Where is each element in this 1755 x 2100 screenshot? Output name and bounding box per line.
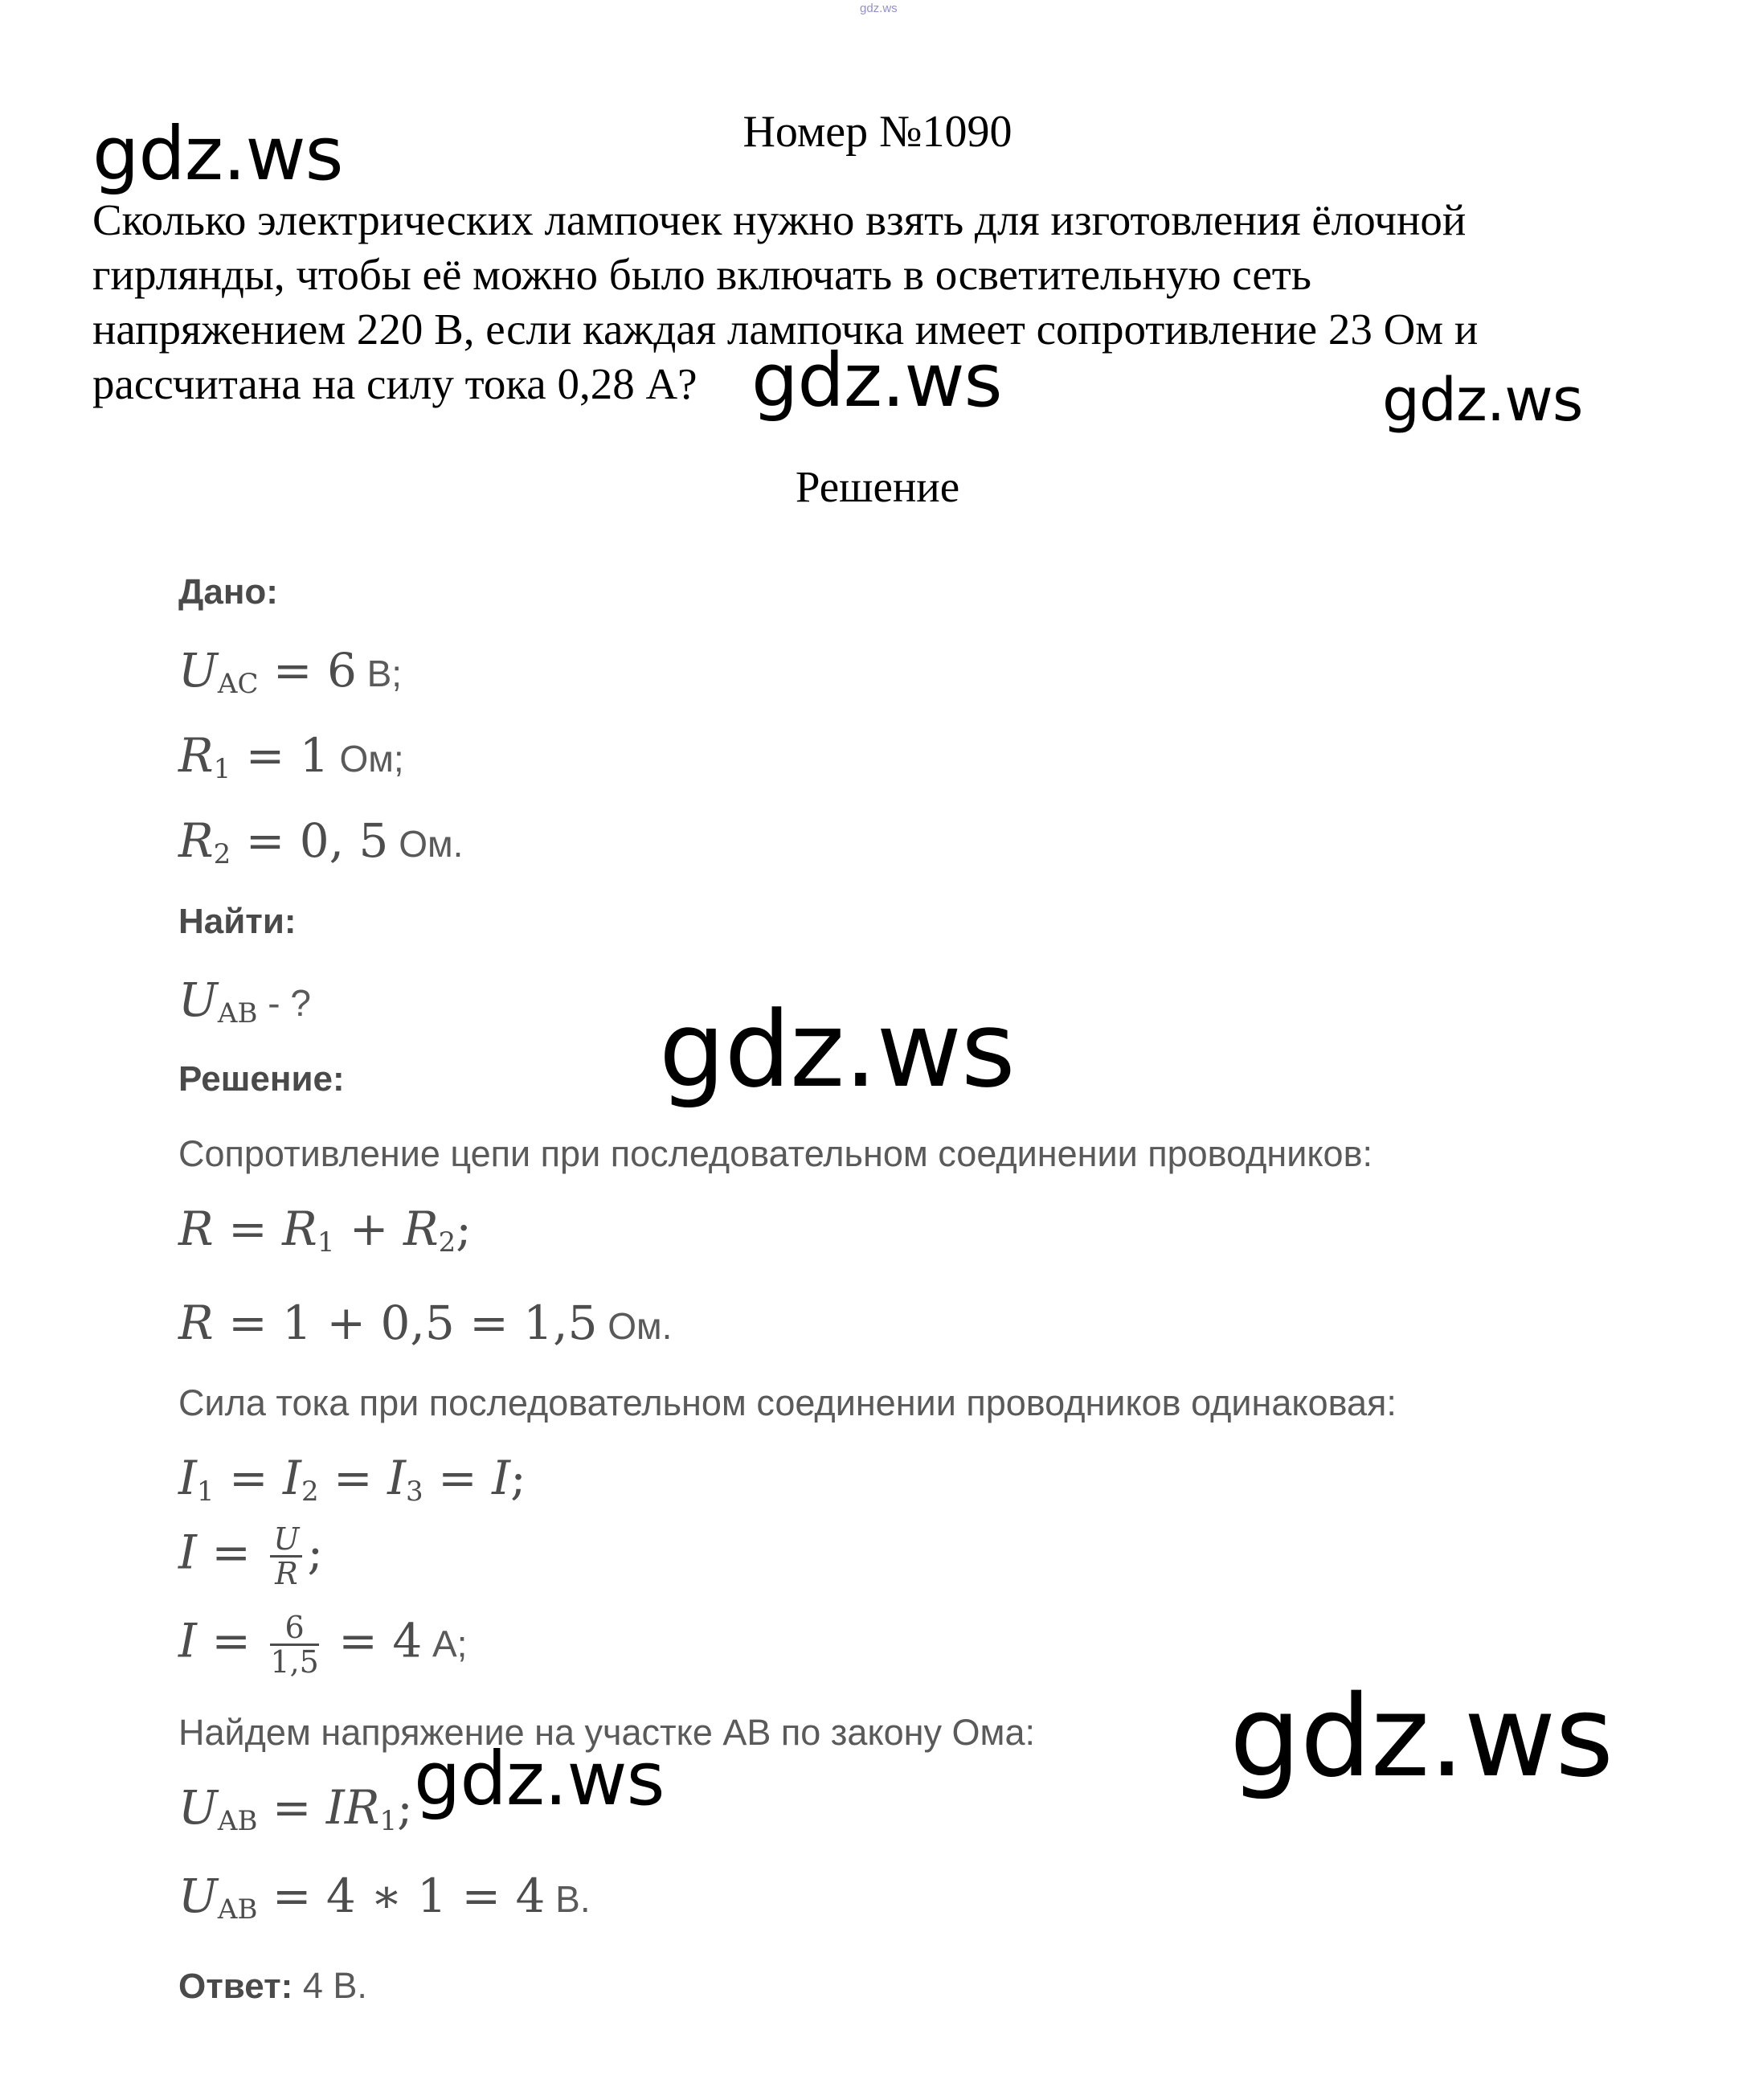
watermark-logo: gdz.ws: [1229, 1672, 1614, 1803]
denominator: 1,5: [270, 1644, 319, 1680]
value: = 0, 5: [231, 813, 389, 868]
var: I: [178, 1451, 197, 1505]
subscript: AB: [217, 997, 258, 1030]
given-label: Дано:: [178, 572, 278, 612]
subscript: 1: [317, 1226, 335, 1259]
expression: = IR: [257, 1780, 380, 1835]
unit: В.: [545, 1878, 591, 1920]
text-resistance: Сопротивление цепи при последовательном соединении проводников:: [178, 1133, 1372, 1174]
subscript: AC: [217, 668, 259, 700]
watermark-logo: gdz.ws: [92, 111, 343, 197]
watermark-logo: gdz.ws: [659, 989, 1015, 1111]
op: =: [423, 1451, 493, 1505]
subscript: 1: [379, 1805, 398, 1837]
var: R: [282, 1201, 317, 1256]
value: = 6: [258, 643, 357, 698]
value: = 1: [231, 728, 329, 783]
subscript: AB: [217, 1893, 258, 1926]
var: U: [178, 1869, 218, 1923]
var: U: [178, 972, 218, 1027]
problem-line: рассчитана на силу тока 0,28 А?: [92, 359, 698, 408]
op: =: [214, 1451, 284, 1505]
given-r1: [178, 728, 404, 785]
op: =: [196, 1525, 266, 1580]
eq-resistance-value: [178, 1296, 672, 1350]
var: R: [178, 813, 214, 868]
var: R: [403, 1201, 439, 1256]
op: +: [334, 1201, 403, 1256]
unknown-mark: - ?: [257, 982, 311, 1024]
eq-voltage-value: [178, 1869, 591, 1926]
var: I: [178, 1613, 197, 1668]
value: = 4 ∗ 1 = 4: [257, 1869, 546, 1923]
top-watermark: gdz.ws: [860, 2, 898, 15]
var: R: [178, 728, 214, 783]
var: I: [283, 1451, 301, 1505]
problem-line: Сколько электрических лампочек нужно взять для изготовления ёлочной: [92, 195, 1467, 244]
solution-label: Решение:: [178, 1059, 345, 1099]
unit: В;: [356, 653, 403, 694]
find-label: Найти:: [178, 902, 297, 941]
unit: Ом.: [597, 1305, 673, 1347]
problem-line: напряжением 220 В, если каждая лампочка имеет сопротивление 23 Ом и: [92, 305, 1479, 354]
numerator: 6: [270, 1611, 318, 1646]
page-title: Номер №1090: [742, 107, 1012, 157]
subscript: AB: [217, 1805, 258, 1837]
unit: Ом.: [388, 823, 464, 865]
subscript: 2: [301, 1476, 319, 1508]
op: =: [196, 1613, 266, 1668]
problem-line: гирлянды, чтобы её можно было включать в осветительную сеть: [92, 250, 1311, 299]
punct: ;: [307, 1525, 323, 1580]
find-uab: [178, 972, 311, 1030]
eq-voltage-formula: [178, 1780, 413, 1837]
numerator: U: [270, 1523, 302, 1558]
eq-current-formula: [178, 1523, 323, 1590]
var: I: [387, 1451, 407, 1505]
eq-resistance-sum: [178, 1201, 472, 1259]
op: =: [318, 1451, 388, 1505]
watermark-logo: gdz.ws: [1382, 366, 1583, 435]
value: = 1 + 0,5 = 1,5: [213, 1296, 598, 1350]
punct: ;: [397, 1780, 413, 1835]
punct: ;: [456, 1201, 472, 1256]
subscript: 1: [213, 753, 231, 785]
unit: А;: [422, 1623, 468, 1665]
var: R: [178, 1296, 214, 1350]
subscript: 2: [213, 838, 231, 870]
var: U: [178, 1780, 218, 1835]
eq-current-value: [178, 1611, 467, 1678]
op: =: [213, 1201, 283, 1256]
answer: [178, 1965, 367, 2007]
var: I: [178, 1525, 197, 1580]
fraction: [270, 1611, 318, 1678]
answer-label: Ответ:: [178, 1967, 293, 2006]
var: U: [178, 643, 218, 698]
given-uac: [178, 643, 402, 700]
var: I: [492, 1451, 511, 1505]
denominator: R: [275, 1556, 298, 1591]
subscript: 1: [196, 1476, 215, 1508]
text-voltage: Найдем напряжение на участке АВ по закону Ома:: [178, 1712, 1035, 1753]
unit: Ом;: [329, 738, 404, 780]
subscript: 3: [406, 1476, 423, 1508]
subscript: 2: [438, 1226, 456, 1259]
solution-heading: Решение: [795, 462, 960, 511]
eq-current-equal: [178, 1451, 526, 1508]
given-r2: [178, 813, 463, 870]
watermark-logo: gdz.ws: [414, 1736, 665, 1822]
text-current: Сила тока при последовательном соединении проводников одинаковая:: [178, 1382, 1397, 1423]
watermark-logo: gdz.ws: [751, 338, 1002, 424]
punct: ;: [510, 1451, 526, 1505]
var: R: [178, 1201, 214, 1256]
fraction: [270, 1523, 302, 1590]
answer-value: 4 В.: [292, 1965, 367, 2006]
value: = 4: [323, 1613, 423, 1668]
